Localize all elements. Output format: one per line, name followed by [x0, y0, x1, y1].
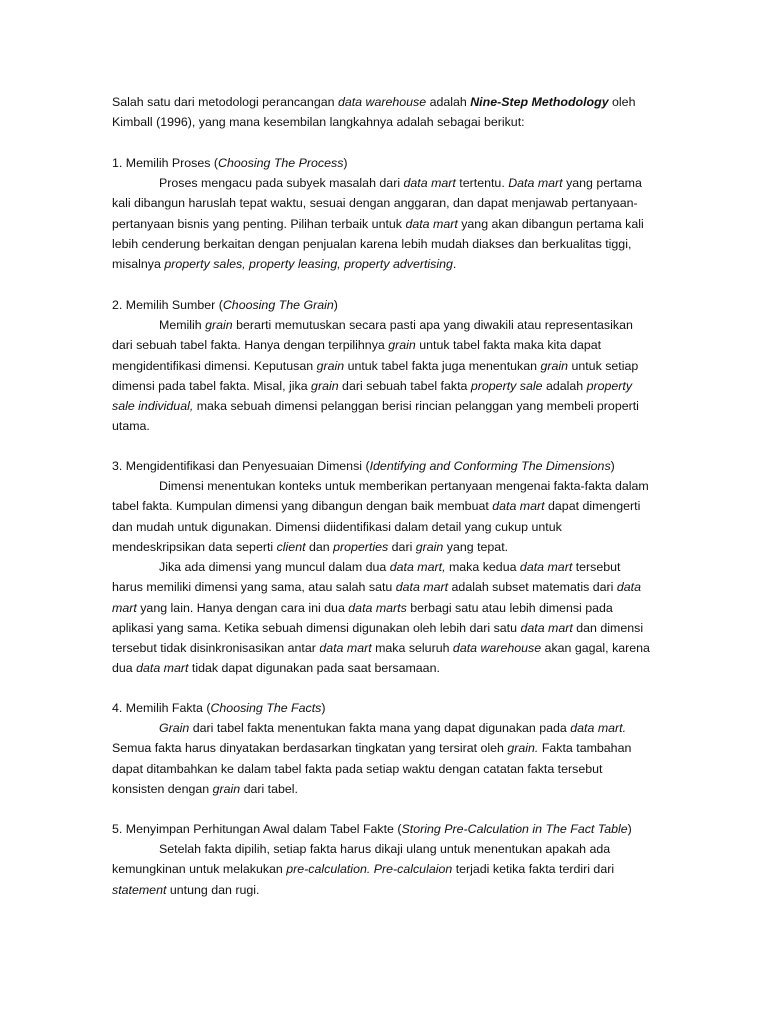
section-1-heading: 1. Memilih Proses (Choosing The Process) — [112, 156, 348, 170]
section-3-paragraph-1: Dimensi menentukan konteks untuk memberikan pertanyaan mengenai fakta-fakta dalam tabel fakta. Kumpulan dimensi yang dibangun dengan baik membuat data mart dapat dimengerti dan mudah untuk digunakan. Dimensi diidentifikasi dalam detail yang cukup untuk mendeskripsikan data seperti client dan properties dari grain yang tepat. — [112, 479, 649, 554]
section-4-heading: 4. Memilih Fakta (Choosing The Facts) — [112, 701, 326, 715]
section-4-paragraph: Grain dari tabel fakta menentukan fakta mana yang dapat digunakan pada data mart. Semua fakta harus dinyatakan berdasarkan tingkatan yang tersirat oleh grain. Fakta tambahan dapat ditambahkan ke dalam tabel fakta pada setiap waktu dengan catatan fakta tersebut konsisten dengan grain dari tabel. — [112, 721, 632, 796]
section-3-paragraph-2: Jika ada dimensi yang muncul dalam dua data mart, maka kedua data mart tersebut harus memiliki dimensi yang sama, atau salah satu data mart adalah subset matematis dari data mart yang lain. Hanya dengan cara ini dua data marts berbagi satu atau lebih dimensi pada aplikasi yang sama. Ketika sebuah dimensi digunakan oleh lebih dari satu data mart dan dimensi tersebut tidak disinkronisasikan antar data mart maka seluruh data warehouse akan gagal, karena dua data mart tidak dapat digunakan pada saat bersamaan. — [112, 560, 650, 676]
section-2-heading: 2. Memilih Sumber (Choosing The Grain) — [112, 298, 338, 312]
section-1-paragraph: Proses mengacu pada subyek masalah dari data mart tertentu. Data mart yang pertama kali dibangun haruslah tepat waktu, sesuai dengan anggaran, dan dapat menjawab pertanyaan-pertanyaan bisnis yang penting. Pilihan terbaik untuk data mart yang akan dibangun pertama kali lebih cenderung berkaitan dengan penjualan karena lebih mudah diakses dan berkualitas tiggi, misalnya property sales, property leasing, property advertising. — [112, 176, 644, 272]
section-2-paragraph: Memilih grain berarti memutuskan secara pasti apa yang diwakili atau representasikan dari sebuah tabel fakta. Hanya dengan terpilihnya grain untuk tabel fakta maka kita dapat mengidentifikasi dimensi. Keputusan grain untuk tabel fakta juga menentukan grain untuk setiap dimensi pada tabel fakta. Misal, jika grain dari sebuah tabel fakta property sale adalah property sale individual, maka sebuah dimensi pelanggan berisi rincian pelanggan yang membeli properti utama. — [112, 318, 639, 434]
section-5-heading: 5. Menyimpan Perhitungan Awal dalam Tabel Fakte (Storing Pre-Calculation in The Fact Table) — [112, 822, 632, 836]
section-3-heading: 3. Mengidentifikasi dan Penyesuaian Dimensi (Identifying and Conforming The Dimensions) — [112, 459, 615, 473]
section-5-paragraph: Setelah fakta dipilih, setiap fakta harus dikaji ulang untuk menentukan apakah ada kemungkinan untuk melakukan pre-calculation. Pre-calculaion terjadi ketika fakta terdiri dari statement untung dan rugi. — [112, 842, 615, 897]
intro-paragraph: Salah satu dari metodologi perancangan data warehouse adalah Nine-Step Methodology oleh Kimball (1996), yang mana kesembilan langkahnya adalah sebagai berikut: — [112, 95, 636, 130]
